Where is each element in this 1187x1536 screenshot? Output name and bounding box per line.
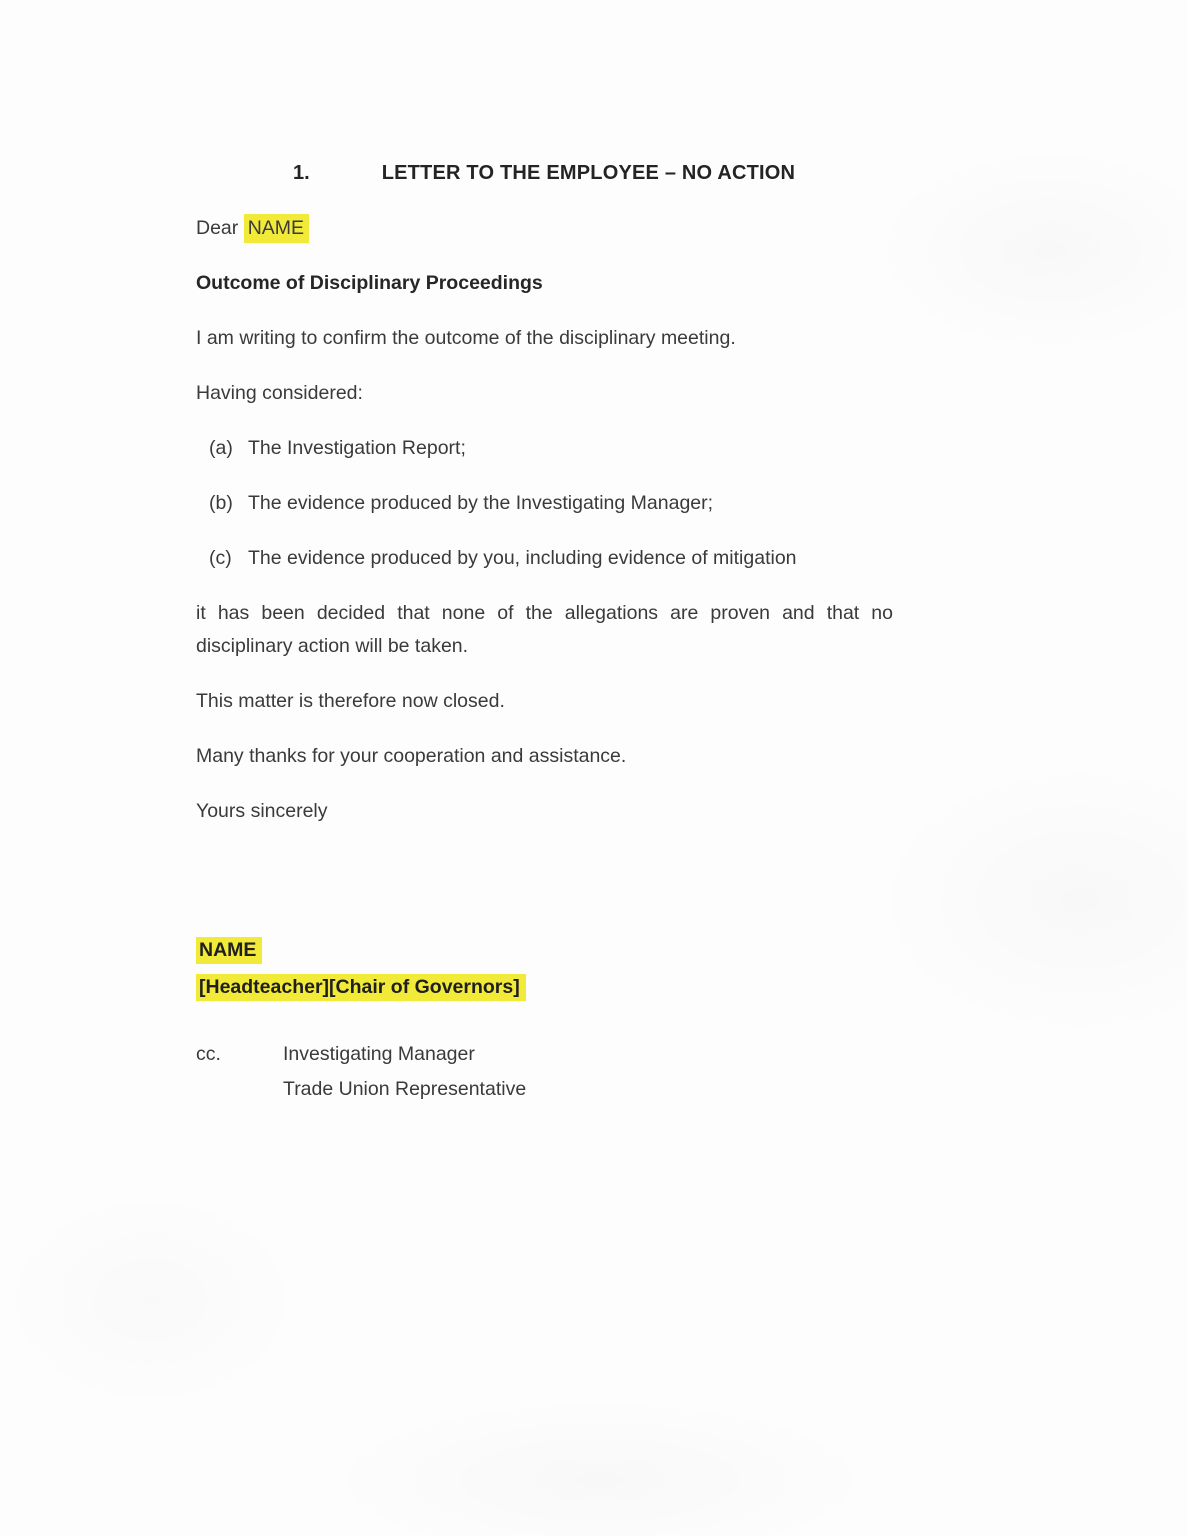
list-item-a <box>196 432 893 465</box>
cc-block <box>196 1037 893 1107</box>
decision-line-1: it has been decided that none of the allegations are proven and that no <box>196 602 893 624</box>
cc-recipient-1: Investigating Manager <box>283 1043 475 1065</box>
salutation-name-highlight: NAME <box>244 214 309 243</box>
list-text-a: The Investigation Report; <box>248 437 466 459</box>
list-item-c <box>196 542 893 575</box>
cc-recipients <box>283 1037 526 1107</box>
salutation <box>196 212 893 245</box>
valediction: Yours sincerely <box>196 800 328 822</box>
list-text-c: The evidence produced by you, including evidence of mitigation <box>248 547 797 569</box>
thanks-line: Many thanks for your cooperation and assistance. <box>196 745 627 767</box>
signature-name-line <box>196 932 893 969</box>
closed-line: This matter is therefore now closed. <box>196 690 505 712</box>
signature-role-line <box>196 969 893 1006</box>
signature-space <box>196 828 893 932</box>
list-item-b <box>196 487 893 520</box>
cc-label: cc. <box>196 1043 221 1065</box>
decision-line-2: disciplinary action will be taken. <box>196 635 469 657</box>
list-marker-b: (b) <box>209 492 233 514</box>
list-text-b: The evidence produced by the Investigating Manager; <box>248 492 714 514</box>
signature-role-highlight: [Headteacher][Chair of Governors] <box>196 974 526 1001</box>
intro-paragraph: I am writing to confirm the outcome of the disciplinary meeting. <box>196 327 736 349</box>
heading-number: 1. <box>293 162 310 184</box>
cc-recipient-2: Trade Union Representative <box>283 1078 527 1100</box>
letter-heading <box>196 157 893 190</box>
list-marker-a: (a) <box>209 437 233 459</box>
considered-label: Having considered: <box>196 382 363 404</box>
subject-line: Outcome of Disciplinary Proceedings <box>196 272 543 294</box>
list-marker-c: (c) <box>209 547 232 569</box>
salutation-prefix: Dear <box>196 217 244 239</box>
heading-title: LETTER TO THE EMPLOYEE – NO ACTION <box>381 162 796 184</box>
signature-name-highlight: NAME <box>196 937 262 964</box>
